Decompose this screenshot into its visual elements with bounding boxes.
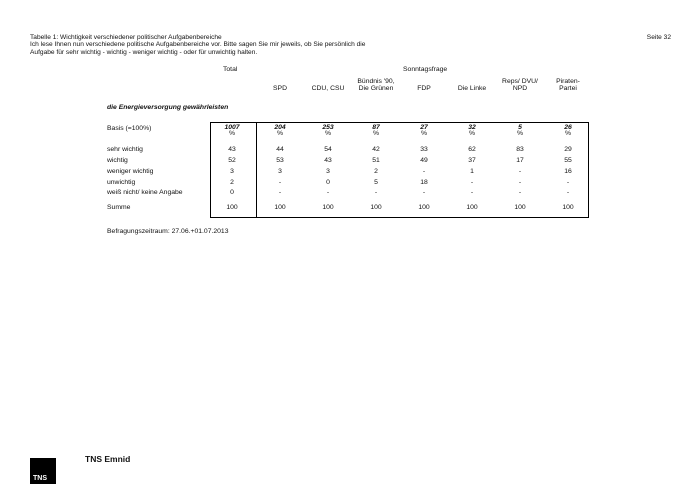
percent-sign: % <box>564 130 572 137</box>
table-box-top <box>210 122 589 123</box>
percent-sign: % <box>420 130 428 137</box>
sum-value: 100 <box>226 204 238 211</box>
table-cell: 37 <box>468 157 476 164</box>
table-cell: - <box>422 189 426 196</box>
basis-value: 26 <box>564 124 572 131</box>
column-header-line2: Die Linke <box>457 85 487 92</box>
brand-name: TNS Emnid <box>85 454 131 464</box>
table-cell: - <box>374 189 378 196</box>
row-label: unwichtig <box>107 179 136 186</box>
table-cell: 17 <box>516 157 524 164</box>
table-cell: 18 <box>420 179 428 186</box>
basis-value: 204 <box>274 124 286 131</box>
table-cell: 43 <box>228 146 236 153</box>
column-header-line1: Reps/ DVU/ <box>502 78 538 85</box>
table-cell: 33 <box>420 146 428 153</box>
column-header-line2: Partei <box>559 85 577 92</box>
table-cell: - <box>566 179 570 186</box>
basis-label: Basis (=100%) <box>107 125 152 132</box>
basis-value: 253 <box>322 124 334 131</box>
column-header-line1: Bündnis '90, <box>357 78 395 85</box>
tns-logo: TNS <box>30 458 56 484</box>
table-cell: - <box>278 179 282 186</box>
column-header-line2: FDP <box>417 85 431 92</box>
group-header-sonntagsfrage: Sonntagsfrage <box>403 66 448 73</box>
basis-value: 1007 <box>224 124 240 131</box>
table-cell: 49 <box>420 157 428 164</box>
sum-value: 100 <box>322 204 334 211</box>
basis-value: 27 <box>420 124 428 131</box>
table-cell: 43 <box>324 157 332 164</box>
table-cell: 29 <box>564 146 572 153</box>
table-cell: 16 <box>564 168 572 175</box>
sum-value: 100 <box>418 204 430 211</box>
table-cell: 0 <box>230 189 234 196</box>
table-cell: 42 <box>372 146 380 153</box>
table-cell: - <box>422 168 426 175</box>
percent-sign: % <box>276 130 284 137</box>
basis-value: 87 <box>372 124 380 131</box>
basis-value: 32 <box>468 124 476 131</box>
table-cell: 62 <box>468 146 476 153</box>
sum-value: 100 <box>274 204 286 211</box>
table-cell: - <box>470 179 474 186</box>
sum-value: 100 <box>370 204 382 211</box>
table-cell: 55 <box>564 157 572 164</box>
column-header-line2: Die Grünen <box>358 85 394 92</box>
table-cell: - <box>278 189 282 196</box>
caption-line-1: Tabelle 1: Wichtigkeit verschiedener politischer Aufgabenbereiche <box>30 34 222 41</box>
survey-period-note: Befragungszeitraum: 27.06.+01.07.2013 <box>107 228 229 235</box>
table-cell: 2 <box>374 168 378 175</box>
column-header-line2: CDU, CSU <box>311 85 345 92</box>
caption-line-3: Aufgabe für sehr wichtig - wichtig - weniger wichtig - oder für unwichtig halten. <box>30 48 258 56</box>
percent-sign: % <box>516 130 524 137</box>
table-cell: - <box>518 189 522 196</box>
table-cell: 5 <box>374 179 378 186</box>
sum-value: 100 <box>562 204 574 211</box>
section-title: die Energieversorgung gewährleisten <box>107 104 229 111</box>
page-number: Seite 32 <box>646 34 671 41</box>
table-cell: - <box>566 189 570 196</box>
table-cell: 3 <box>326 168 330 175</box>
row-label: weniger wichtig <box>107 168 154 175</box>
sum-value: 100 <box>466 204 478 211</box>
table-cell: - <box>518 168 522 175</box>
table-cell: - <box>518 179 522 186</box>
row-label: sehr wichtig <box>107 146 143 153</box>
row-label: weiß nicht/ keine Angabe <box>107 189 183 196</box>
table-cell: 52 <box>228 157 236 164</box>
percent-sign: % <box>228 130 236 137</box>
total-header: Total <box>223 66 238 73</box>
table-cell: 83 <box>516 146 524 153</box>
column-header-line2: NPD <box>512 85 528 92</box>
table-cell: - <box>470 189 474 196</box>
table-cell: - <box>326 189 330 196</box>
sum-value: 100 <box>514 204 526 211</box>
basis-value: 5 <box>518 124 522 131</box>
row-label: wichtig <box>107 157 128 164</box>
table-cell: 3 <box>278 168 282 175</box>
table-cell: 1 <box>470 168 474 175</box>
table-box-bottom <box>210 217 589 218</box>
percent-sign: % <box>324 130 332 137</box>
table-cell: 51 <box>372 157 380 164</box>
table-cell: 54 <box>324 146 332 153</box>
sum-label: Summe <box>107 204 131 211</box>
percent-sign: % <box>468 130 476 137</box>
table-caption <box>30 34 365 56</box>
column-header-line2: SPD <box>273 85 287 92</box>
table-cell: 3 <box>230 168 234 175</box>
table-cell: 53 <box>276 157 284 164</box>
percent-sign: % <box>372 130 380 137</box>
table-cell: 0 <box>326 179 330 186</box>
caption-line-2: Ich lese Ihnen nun verschiedene politische Aufgabenbereiche vor. Bitte sagen Sie mir jeweils, ob Sie persönlich die <box>30 41 366 49</box>
column-header-line1: Piraten- <box>556 78 580 85</box>
table-cell: 44 <box>276 146 284 153</box>
table-cell: 2 <box>230 179 234 186</box>
